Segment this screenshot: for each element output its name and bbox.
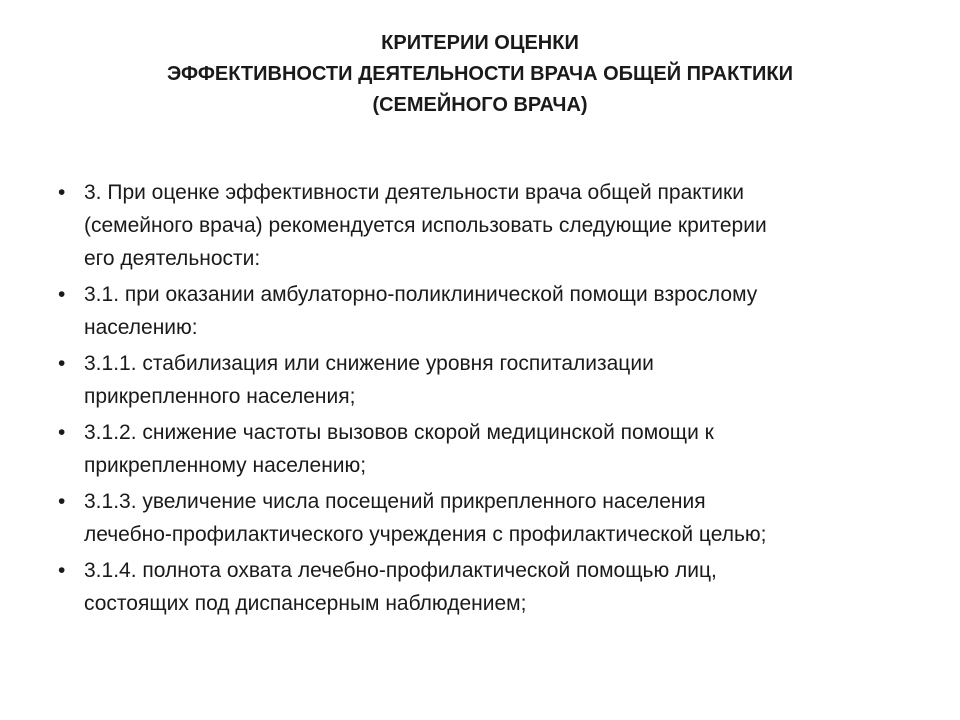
- bullet-icon: •: [58, 352, 66, 375]
- bullet-item: [58, 347, 918, 413]
- bullet-item: [58, 416, 918, 482]
- title-line: ЭФФЕКТИВНОСТИ ДЕЯТЕЛЬНОСТИ ВРАЧА ОБЩЕЙ ПРАКТИКИ: [167, 63, 793, 85]
- bullet-text: лечебно-профилактического учреждения с профилактической целью;: [84, 523, 767, 546]
- slide-title: [60, 28, 900, 121]
- bullet-item: [58, 554, 918, 620]
- bullet-icon: •: [58, 181, 66, 204]
- bullet-text: прикрепленному населению;: [84, 454, 367, 477]
- bullet-icon: •: [58, 490, 66, 513]
- bullet-text: прикрепленного населения;: [84, 385, 356, 408]
- bullet-icon: •: [58, 421, 66, 444]
- bullet-item: [58, 485, 918, 551]
- title-line: (СЕМЕЙНОГО ВРАЧА): [372, 94, 588, 116]
- bullet-item: [58, 176, 918, 275]
- bullet-list: [58, 176, 918, 623]
- title-line: КРИТЕРИИ ОЦЕНКИ: [381, 32, 579, 54]
- bullet-text: состоящих под диспансерным наблюдением;: [84, 592, 527, 615]
- bullet-text: 3.1.2. снижение частоты вызовов скорой медицинской помощи к: [84, 421, 714, 444]
- bullet-text: 3.1.4. полнота охвата лечебно-профилактической помощью лиц,: [84, 559, 717, 582]
- bullet-text: 3.1. при оказании амбулаторно-поликлинической помощи взрослому: [84, 283, 758, 306]
- bullet-text: населению:: [84, 316, 198, 339]
- bullet-icon: •: [58, 283, 66, 306]
- bullet-text: 3. При оценке эффективности деятельности врача общей практики: [84, 181, 744, 204]
- bullet-text: 3.1.3. увеличение числа посещений прикрепленного населения: [84, 490, 706, 513]
- bullet-icon: •: [58, 559, 66, 582]
- bullet-item: [58, 278, 918, 344]
- bullet-text: 3.1.1. стабилизация или снижение уровня госпитализации: [84, 352, 654, 375]
- bullet-text: его деятельности:: [84, 247, 261, 270]
- bullet-text: (семейного врача) рекомендуется использовать следующие критерии: [84, 214, 767, 237]
